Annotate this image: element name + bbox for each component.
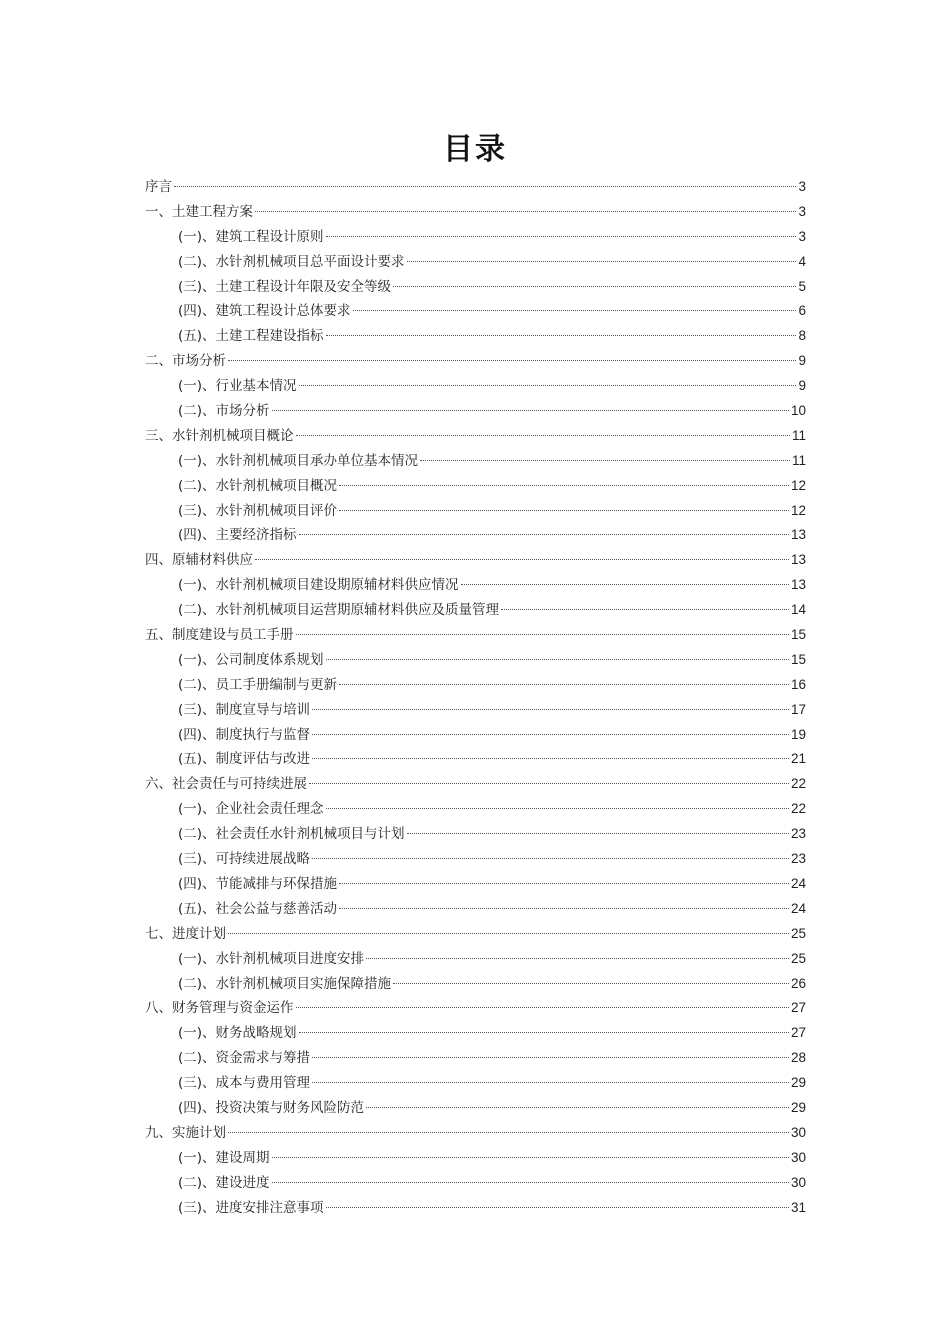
toc-dot-leader: [312, 1057, 789, 1058]
toc-entry-text: (一)、水针剂机械项目承办单位基本情况: [178, 452, 419, 469]
toc-entry[interactable]: [145, 449, 806, 474]
toc-title: 目录: [443, 132, 507, 167]
toc-entry-text: (四)、建筑工程设计总体要求: [178, 303, 351, 320]
toc-list: [145, 175, 806, 1220]
toc-entry[interactable]: [145, 1146, 806, 1171]
toc-page-number: 23: [790, 826, 806, 842]
toc-entry[interactable]: [145, 399, 806, 424]
toc-dot-leader: [228, 1132, 789, 1133]
toc-entry[interactable]: [145, 598, 806, 623]
toc-entry[interactable]: [145, 1171, 806, 1196]
toc-page-number: 24: [790, 875, 806, 891]
toc-dot-leader: [326, 808, 789, 809]
toc-entry[interactable]: [145, 972, 806, 997]
toc-page-number: 5: [798, 278, 806, 294]
toc-page-number: 12: [790, 502, 806, 518]
toc-page-number: 13: [790, 577, 806, 593]
toc-entry-text: 九、实施计划: [145, 1124, 226, 1141]
toc-entry-text: (二)、市场分析: [178, 403, 270, 420]
toc-dot-leader: [326, 335, 797, 336]
toc-entry[interactable]: [145, 747, 806, 772]
toc-page-number: 30: [790, 1149, 806, 1165]
toc-entry[interactable]: [145, 225, 806, 250]
toc-dot-leader: [312, 709, 789, 710]
toc-dot-leader: [339, 684, 789, 685]
toc-entry[interactable]: [145, 947, 806, 972]
toc-entry-text: (五)、土建工程建设指标: [178, 328, 324, 345]
toc-entry-text: (一)、公司制度体系规划: [178, 651, 324, 668]
toc-dot-leader: [174, 186, 796, 187]
toc-entry-text: (一)、行业基本情况: [178, 378, 297, 395]
toc-entry-text: (三)、水针剂机械项目评价: [178, 502, 338, 519]
toc-page-number: 19: [790, 726, 806, 742]
toc-dot-leader: [393, 983, 789, 984]
toc-entry[interactable]: [145, 175, 806, 200]
toc-page-number: 25: [790, 950, 806, 966]
toc-entry-text: (二)、员工手册编制与更新: [178, 676, 338, 693]
toc-entry-text: (一)、水针剂机械项目进度安排: [178, 950, 365, 967]
toc-entry[interactable]: [145, 424, 806, 449]
toc-dot-leader: [420, 460, 790, 461]
toc-dot-leader: [299, 534, 789, 535]
toc-page-number: 14: [790, 602, 806, 618]
toc-dot-leader: [461, 584, 789, 585]
toc-page-number: 22: [790, 801, 806, 817]
toc-dot-leader: [299, 385, 797, 386]
toc-entry-text: (一)、财务战略规划: [178, 1025, 297, 1042]
toc-page-number: 11: [791, 452, 806, 468]
toc-page-number: 16: [790, 676, 806, 692]
toc-entry[interactable]: [145, 623, 806, 648]
toc-dot-leader: [309, 783, 789, 784]
toc-page-number: 9: [798, 378, 806, 394]
toc-page-number: 8: [798, 328, 806, 344]
toc-page-number: 30: [790, 1124, 806, 1140]
toc-entry[interactable]: [145, 1121, 806, 1146]
toc-entry-text: (五)、制度评估与改进: [178, 751, 311, 768]
toc-page-number: 4: [798, 253, 806, 269]
toc-page-number: 26: [790, 975, 806, 991]
toc-page-number: 12: [790, 477, 806, 493]
toc-entry[interactable]: [145, 573, 806, 598]
toc-entry[interactable]: [145, 1021, 806, 1046]
toc-entry-text: (二)、水针剂机械项目总平面设计要求: [178, 253, 405, 270]
toc-entry-text: (一)、企业社会责任理念: [178, 801, 324, 818]
toc-entry-text: 五、制度建设与员工手册: [145, 627, 294, 644]
toc-dot-leader: [312, 734, 789, 735]
toc-entry[interactable]: [145, 648, 806, 673]
toc-entry[interactable]: [145, 275, 806, 300]
toc-page-number: 3: [798, 179, 806, 194]
toc-entry[interactable]: [145, 1046, 806, 1071]
toc-page-number: 22: [790, 776, 806, 792]
toc-entry-text: (二)、社会责任水针剂机械项目与计划: [178, 826, 405, 843]
toc-entry[interactable]: [145, 922, 806, 947]
toc-entry[interactable]: [145, 772, 806, 797]
toc-page-number: 24: [790, 900, 806, 916]
toc-dot-leader: [393, 286, 796, 287]
toc-entry-text: (四)、制度执行与监督: [178, 726, 311, 743]
toc-dot-leader: [366, 958, 789, 959]
toc-entry[interactable]: [145, 299, 806, 324]
toc-entry-text: (二)、资金需求与筹措: [178, 1050, 311, 1067]
toc-entry[interactable]: [145, 1096, 806, 1121]
toc-page-number: 27: [790, 1025, 806, 1041]
toc-page-number: 9: [798, 353, 806, 369]
toc-entry-text: (三)、制度宣导与培训: [178, 701, 311, 718]
toc-dot-leader: [339, 485, 789, 486]
toc-entry[interactable]: [145, 822, 806, 847]
toc-entry-text: 二、市场分析: [145, 353, 226, 370]
toc-entry-text: (二)、水针剂机械项目实施保障措施: [178, 975, 392, 992]
toc-entry-text: 序言: [145, 179, 172, 195]
toc-page-number: 23: [790, 851, 806, 867]
toc-entry-text: (一)、建筑工程设计原则: [178, 228, 324, 245]
toc-entry-text: 七、进度计划: [145, 925, 226, 942]
toc-entry[interactable]: [145, 324, 806, 349]
toc-entry-text: 八、财务管理与资金运作: [145, 1000, 294, 1017]
toc-entry[interactable]: [145, 723, 806, 748]
toc-entry-text: (二)、水针剂机械项目运营期原辅材料供应及质量管理: [178, 602, 500, 619]
toc-page-number: 3: [798, 203, 806, 219]
toc-entry[interactable]: [145, 499, 806, 524]
toc-page-number: 10: [790, 403, 806, 419]
toc-entry[interactable]: [145, 374, 806, 399]
toc-entry-text: (二)、水针剂机械项目概况: [178, 477, 338, 494]
toc-dot-leader: [255, 559, 789, 560]
toc-page-number: 17: [790, 701, 806, 717]
toc-entry-text: (三)、成本与费用管理: [178, 1075, 311, 1092]
toc-entry[interactable]: [145, 673, 806, 698]
toc-dot-leader: [312, 858, 789, 859]
toc-dot-leader: [366, 1107, 789, 1108]
toc-dot-leader: [326, 236, 797, 237]
toc-entry[interactable]: [145, 897, 806, 922]
toc-entry[interactable]: [145, 1196, 806, 1221]
toc-entry-text: 六、社会责任与可持续进展: [145, 776, 307, 793]
toc-entry-text: 四、原辅材料供应: [145, 552, 253, 569]
toc-dot-leader: [501, 609, 789, 610]
toc-entry[interactable]: [145, 1071, 806, 1096]
toc-dot-leader: [326, 659, 789, 660]
toc-page-number: 13: [790, 527, 806, 543]
toc-page-number: 13: [790, 552, 806, 568]
toc-page-number: 29: [790, 1075, 806, 1091]
toc-dot-leader: [272, 410, 789, 411]
toc-entry[interactable]: [145, 250, 806, 275]
toc-dot-leader: [339, 510, 789, 511]
toc-entry[interactable]: [145, 847, 806, 872]
toc-entry[interactable]: [145, 200, 806, 225]
toc-entry-text: (三)、进度安排注意事项: [178, 1199, 324, 1216]
toc-dot-leader: [407, 261, 797, 262]
toc-entry-text: (三)、土建工程设计年限及安全等级: [178, 278, 392, 295]
toc-entry-text: (五)、社会公益与慈善活动: [178, 900, 338, 917]
toc-page-number: 15: [790, 627, 806, 643]
toc-dot-leader: [272, 1182, 789, 1183]
toc-entry[interactable]: [145, 698, 806, 723]
toc-dot-leader: [228, 933, 789, 934]
toc-page-number: 25: [790, 925, 806, 941]
toc-entry-text: (四)、节能减排与环保措施: [178, 875, 338, 892]
toc-dot-leader: [326, 1207, 789, 1208]
toc-dot-leader: [312, 1082, 789, 1083]
toc-dot-leader: [296, 435, 790, 436]
toc-entry[interactable]: [145, 548, 806, 573]
toc-entry-text: (一)、建设周期: [178, 1149, 270, 1166]
toc-entry-text: (四)、主要经济指标: [178, 527, 297, 544]
toc-entry[interactable]: [145, 797, 806, 822]
toc-page-number: 3: [798, 228, 806, 244]
toc-dot-leader: [296, 634, 789, 635]
toc-page-number: 21: [790, 751, 806, 767]
toc-dot-leader: [272, 1157, 789, 1158]
toc-page-number: 29: [790, 1099, 806, 1115]
toc-dot-leader: [255, 211, 796, 212]
toc-entry-text: (四)、投资决策与财务风险防范: [178, 1099, 365, 1116]
toc-entry-text: (二)、建设进度: [178, 1174, 270, 1191]
toc-entry-text: 一、土建工程方案: [145, 203, 253, 220]
toc-entry[interactable]: [145, 996, 806, 1021]
toc-dot-leader: [339, 908, 789, 909]
toc-dot-leader: [353, 310, 797, 311]
toc-page-number: 6: [798, 303, 806, 319]
toc-entry-text: (三)、可持续进展战略: [178, 851, 311, 868]
toc-page-number: 27: [790, 1000, 806, 1016]
toc-page-number: 31: [790, 1199, 806, 1215]
toc-page-number: 15: [790, 651, 806, 667]
toc-page-number: 30: [790, 1174, 806, 1190]
toc-dot-leader: [228, 360, 796, 361]
toc-entry-text: 三、水针剂机械项目概论: [145, 427, 294, 444]
toc-entry[interactable]: [145, 872, 806, 897]
toc-page-number: 28: [790, 1050, 806, 1066]
toc-dot-leader: [339, 883, 789, 884]
toc-dot-leader: [299, 1032, 789, 1033]
toc-entry[interactable]: [145, 523, 806, 548]
toc-entry[interactable]: [145, 349, 806, 374]
toc-entry[interactable]: [145, 474, 806, 499]
toc-dot-leader: [407, 833, 789, 834]
toc-entry-text: (一)、水针剂机械项目建设期原辅材料供应情况: [178, 577, 459, 594]
toc-dot-leader: [312, 758, 789, 759]
toc-dot-leader: [296, 1007, 789, 1008]
toc-page-number: 11: [791, 427, 806, 443]
